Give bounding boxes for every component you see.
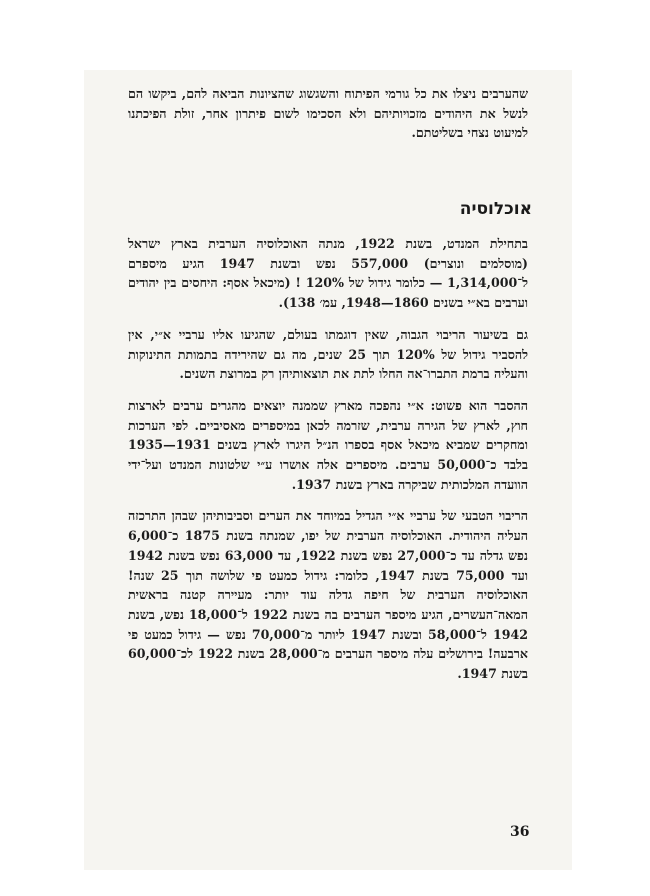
body-text	[128, 234, 528, 696]
paragraph-natural-increase: גם בשיעור הריבוי הגבוה, שאין דוגמתו בעולם, שהגיעו אליו ערביי א״י, אין להסביר גידול של 120% תוך 25 שנים, מה גם שהירידה בתמותת התינוקות והעליה ברמת התברו־אה החלו לתת את תוצאותיהן רק במרוצת השנים.	[128, 326, 529, 382]
top-paragraph: שהערבים ניצלו את כל גורמי הפיתוח והשגשוג שהציונות הביאה להם, ביקשו הם לנשל את היהודים מזכויותיהם ולא הסכימו לשום פיתרון אחר, זולת הפיכתנו למיעוט נצחי בשליטתם.	[128, 86, 528, 141]
section-heading: אוכלוסיה	[459, 199, 532, 219]
paragraph-explanation-immigration: ההסבר הוא פשוט: א״י נהפכה מארץ שממנה יוצאים מהגרים ערבים לארצות חוץ, לארץ של הגירה ערבית, שזרמה לכאן במיספרים מאסיביים. לפי הערכות ומחקרים שמביא מיכאל אסף בספרו הנ״ל היגרו לארץ בשנים 1931—1935 בלבד כ־50,000 ערבים. מיספרים אלה אושרו ע״י שלטונות המנדט ועל־ידי הוועדה המלכותית שביקרה בארץ בשנת 1937.	[128, 397, 528, 492]
paragraph-population-growth: בתחילת המנדט, בשנת 1922, מנתה האוכלוסיה הערבית בארץ ישראל (מוסלמים ונוצרים) 557,000 נפש ובשנת 1947 הגיע מיספרם ל־1,314,000 — כלומר גידול של 120% ! (מיכאל אסף: היחסים בין יהודים וערבים בא״י בשנים 1860—1948, עמ׳ 138).	[128, 236, 528, 311]
paragraph-cities-growth: הריבוי הטבעי של ערביי א״י הגדיל במיוחד את הערים וסביבותיהן שבהן התרכזה העליה היהודית. האוכלוסיה הערבית של יפו, שמנתה בשנת 1875 כ־6,000 נפש גדלה עד כ־27,000 נפש בשנת 1922, עד 63,000 נפש בשנת 1942 ועד 75,000 בשנת 1947, כלומר: גידול כמעט פי שלושה תוך 25 שנה! האוכלוסיה הערבית של חיפה גדלה עוד יותר: מעיירה קטנה בראשית המאה־העשרים, הגיע מיספר הערבים בה בשנת 1922 ל־18,000 נפש, בשנת 1942 ל־58,000 ובשנת 1947 ליותר מ־70,000 נפש — גידול כמעט פי ארבעה! בירושלים עלה מיספר הערבים מ־28,000 בשנת 1922 לכ־60,000 בשנת 1947.	[128, 508, 529, 682]
top-paragraph-block	[128, 84, 528, 155]
page-number: 36	[510, 824, 530, 840]
